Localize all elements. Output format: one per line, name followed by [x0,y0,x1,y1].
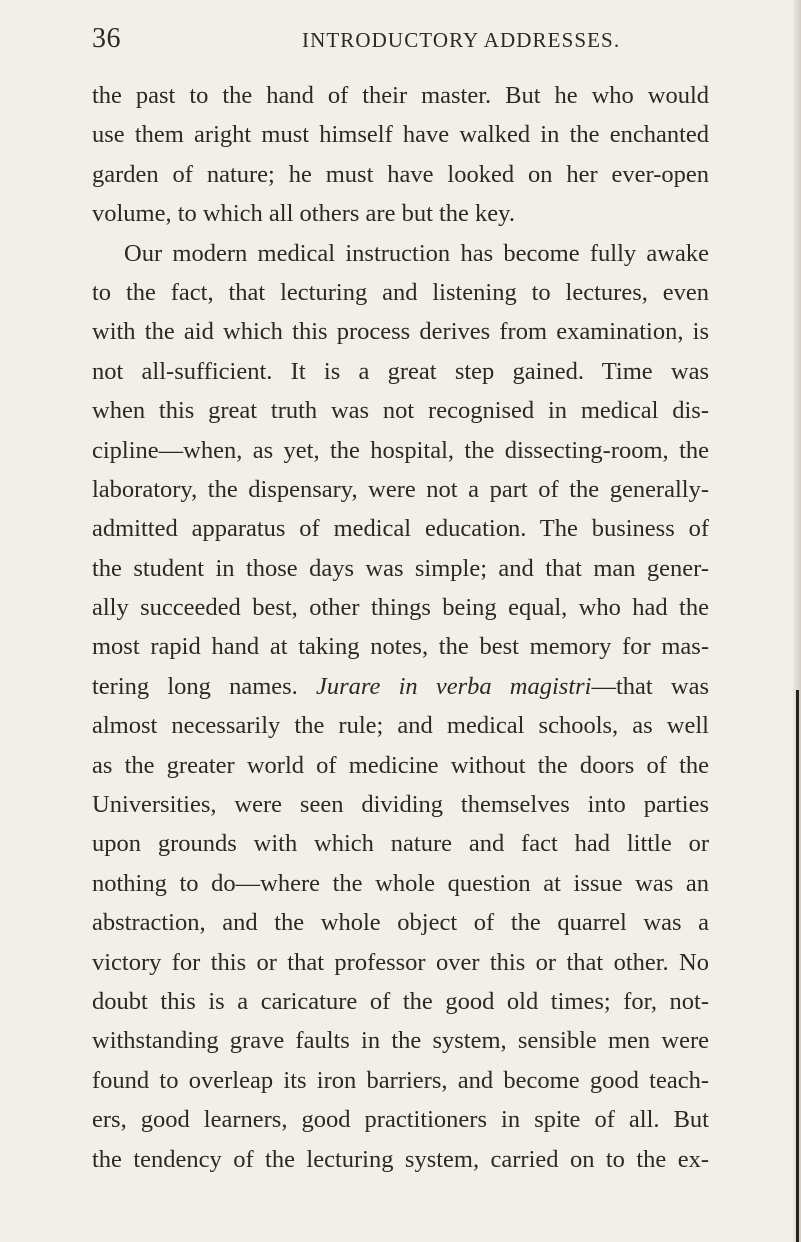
text-segment: tering long names. [92,672,298,700]
text-line: ally succeeded best, other things being equal, who had the [92,594,709,622]
latin-phrase: Jurare in verba magistri [315,672,592,700]
page-number: 36 [92,23,121,54]
text-line: upon grounds with which nature and fact had little or [92,830,709,858]
text-line: cipline—when, as yet, the hospital, the dissecting-room, the [92,436,709,464]
text-line-with-latin [92,667,709,706]
text-line: most rapid hand at taking notes, the best memory for mas- [92,633,709,661]
text-line: abstraction, and the whole object of the quarrel was a [92,909,709,937]
text-line: the student in those days was simple; and that man gener- [92,554,709,582]
text-line: ers, good learners, good practitioners in spite of all. But [92,1106,709,1134]
text-line: withstanding grave faults in the system, sensible men were [92,1027,709,1055]
text-line: the past to the hand of their master. But he who would [92,82,709,109]
text-segment: —that was [591,672,710,700]
text-line: as the greater world of medicine without the doors of the [92,751,709,779]
text-line: victory for this or that professor over this or that other. No [92,948,709,976]
text-line: the tendency of the lecturing system, carried on to the ex- [92,1145,709,1173]
text-line: use them aright must himself have walked in the enchanted [92,121,709,149]
text-line: garden of nature; he must have looked on her ever-open [92,160,709,188]
page-header [92,24,709,60]
text-line: found to overleap its iron barriers, and become good teach- [92,1066,709,1094]
text-line: nothing to do—where the whole question at issue was an [92,869,709,897]
text-line: laboratory, the dispensary, were not a part of the generally- [92,475,709,503]
text-line: admitted apparatus of medical education. The business of [92,515,709,543]
text-line: with the aid which this process derives from examination, is [92,318,709,346]
text-line: to the fact, that lecturing and listening to lectures, even [92,278,709,306]
body-text [92,76,709,1179]
text-line: doubt this is a caricature of the good old times; for, not- [92,987,709,1015]
text-line: Our modern medical instruction has become fully awake [124,239,709,267]
page-edge-shadow [796,690,799,1242]
text-line: almost necessarily the rule; and medical schools, as well [92,712,709,740]
text-line: when this great truth was not recognised in medical dis- [92,397,709,425]
running-head: INTRODUCTORY ADDRESSES. [302,28,621,52]
text-line: volume, to which all others are but the key. [92,200,515,228]
text-line: not all-sufficient. It is a great step gained. Time was [92,357,709,385]
text-line: Universities, were seen dividing themselves into parties [92,791,709,819]
